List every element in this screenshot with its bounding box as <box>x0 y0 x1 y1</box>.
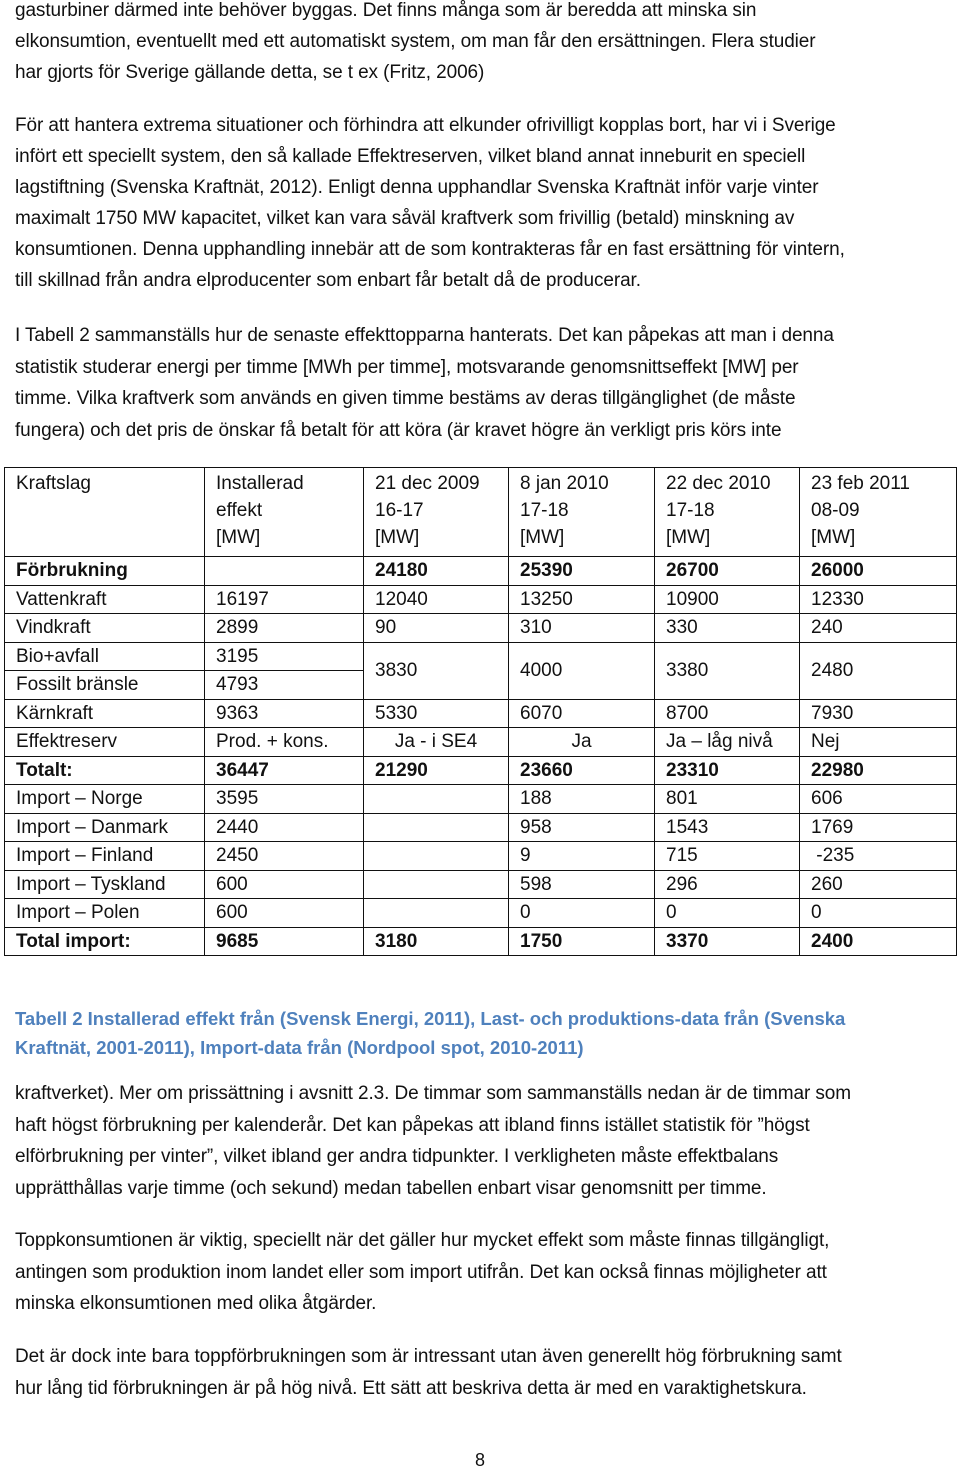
table-cell: 3595 <box>205 785 364 814</box>
table-cell: 3195 <box>205 642 364 671</box>
text-line: lagstiftning (Svenska Kraftnät, 2012). Enligt denna upphandlar Svenska Kraftnät inför varje vinter <box>15 177 819 198</box>
table-cell: 26700 <box>655 557 800 586</box>
table-cell: 23310 <box>655 756 800 785</box>
table-cell: 1769 <box>800 813 957 842</box>
text-line: hur lång tid förbrukningen är på hög nivå. Ett sätt att beskriva detta är med en varaktighetskura. <box>15 1377 807 1399</box>
table-cell: 0 <box>655 899 800 928</box>
table-cell: 2450 <box>205 842 364 871</box>
table-cell: 801 <box>655 785 800 814</box>
table-cell <box>364 785 509 814</box>
text-line: infört ett speciellt system, den så kallade Effektreserven, vilket bland annat inneburit en speciell <box>15 146 806 167</box>
table-cell: 600 <box>205 870 364 899</box>
table-cell: Prod. + kons. <box>205 728 364 757</box>
table-cell: 16197 <box>205 585 364 614</box>
table-cell: 24180 <box>364 557 509 586</box>
table-cell: Total import: <box>5 927 205 956</box>
table-cell: Import – Danmark <box>5 813 205 842</box>
text-line: antingen som produktion inom landet eller som import utifrån. Det kan också finnas möjligheter att <box>15 1261 827 1283</box>
text-line: I Tabell 2 sammanställs hur de senaste effekttopparna hanterats. Det kan påpekas att man i denna <box>15 325 834 346</box>
text-line: elförbrukning per vinter”, vilket ibland ger andra tidpunkter. I verkligheten måste effektbalans <box>15 1146 779 1167</box>
text-line: har gjorts för Sverige gällande detta, se t ex (Fritz, 2006) <box>15 62 485 83</box>
intro-paragraph <box>15 0 950 88</box>
header-cell: 8 jan 2010 17-18 [MW] <box>509 468 655 557</box>
table-cell <box>205 557 364 586</box>
table-cell: 958 <box>509 813 655 842</box>
table-cell <box>364 842 509 871</box>
table-cell: 0 <box>800 899 957 928</box>
table-cell: 598 <box>509 870 655 899</box>
table-cell: Nej <box>800 728 957 757</box>
table-row <box>5 870 957 899</box>
text-line: Det är dock inte bara toppförbrukningen som är intressant utan även generellt hög förbrukning samt <box>15 1346 842 1367</box>
table-cell: 715 <box>655 842 800 871</box>
table-cell: 4000 <box>509 642 655 699</box>
table-cell: 310 <box>509 614 655 643</box>
table-cell: Vindkraft <box>5 614 205 643</box>
table-cell: Totalt: <box>5 756 205 785</box>
table-cell: 2899 <box>205 614 364 643</box>
header-cell: 23 feb 2011 08-09 [MW] <box>800 468 957 557</box>
caption-line: Kraftnät, 2001-2011), Import-data från (Nordpool spot, 2010-2011) <box>15 1037 584 1058</box>
table-row <box>5 614 957 643</box>
table-cell: 25390 <box>509 557 655 586</box>
table-cell: 9685 <box>205 927 364 956</box>
table-cell: Vattenkraft <box>5 585 205 614</box>
table-cell: 330 <box>655 614 800 643</box>
table-cell: 3370 <box>655 927 800 956</box>
table-row <box>5 785 957 814</box>
table-cell <box>364 813 509 842</box>
prissattning-paragraph <box>15 1078 950 1204</box>
text-line: minska elkonsumtionen med olika åtgärder. <box>15 1293 377 1314</box>
table-cell: 9 <box>509 842 655 871</box>
table-cell: 12040 <box>364 585 509 614</box>
table-header-row <box>5 468 957 557</box>
table-cell: 21290 <box>364 756 509 785</box>
table-cell: 2440 <box>205 813 364 842</box>
text-line: konsumtionen. Denna upphandling innebär att de som kontrakteras får en fast ersättning för vintern, <box>15 239 845 260</box>
table-cell: Import – Polen <box>5 899 205 928</box>
table-cell: 1543 <box>655 813 800 842</box>
header-cell: Kraftslag <box>5 468 205 557</box>
table-cell: 0 <box>509 899 655 928</box>
table-cell: Ja <box>509 728 655 757</box>
table-cell <box>364 870 509 899</box>
table-cell: Effektreserv <box>5 728 205 757</box>
header-cell: 22 dec 2010 17-18 [MW] <box>655 468 800 557</box>
table-row <box>5 642 957 671</box>
caption-line: Tabell 2 Installerad effekt från (Svensk Energi, 2011), Last- och produktions-data från (Svenska <box>15 1008 846 1029</box>
table-cell: Bio+avfall <box>5 642 205 671</box>
table-row <box>5 585 957 614</box>
table-cell: Förbrukning <box>5 557 205 586</box>
text-line: statistik studerar energi per timme [MWh per timme], motsvarande genomsnittseffekt [MW] per <box>15 356 799 378</box>
table-cell: 606 <box>800 785 957 814</box>
table-cell: 600 <box>205 899 364 928</box>
text-line: Toppkonsumtionen är viktig, speciellt när det gäller hur mycket effekt som måste finnas tillgängligt, <box>15 1230 830 1251</box>
table-cell: 240 <box>800 614 957 643</box>
header-cell: 21 dec 2009 16-17 [MW] <box>364 468 509 557</box>
table-cell: Kärnkraft <box>5 699 205 728</box>
text-line: För att hantera extrema situationer och förhindra att elkunder ofrivilligt kopplas bort, har vi i Sverige <box>15 115 836 136</box>
table-cell: 36447 <box>205 756 364 785</box>
table-cell: Import – Finland <box>5 842 205 871</box>
varaktighet-paragraph <box>15 1341 950 1404</box>
table-row <box>5 899 957 928</box>
table-caption <box>15 1004 950 1062</box>
table-cell: 8700 <box>655 699 800 728</box>
table-cell: -235 <box>800 842 957 871</box>
text-line: fungera) och det pris de önskar få betalt för att köra (är kravet högre än verkligt pris körs inte <box>15 419 782 441</box>
table-cell: 6070 <box>509 699 655 728</box>
table-cell: 2480 <box>800 642 957 699</box>
table-cell: 26000 <box>800 557 957 586</box>
header-cell: Installerad effekt [MW] <box>205 468 364 557</box>
text-line: haft högst förbrukning per kalenderår. Det kan påpekas att ibland finns istället statistik för ”högst <box>15 1114 810 1136</box>
table-cell: Import – Norge <box>5 785 205 814</box>
table-cell: 9363 <box>205 699 364 728</box>
text-line: gasturbiner därmed inte behöver byggas. Det finns många som är beredda att minska sin <box>15 0 757 21</box>
text-line: till skillnad från andra elproducenter som enbart får betalt då de producerar. <box>15 270 641 291</box>
table-row <box>5 927 957 956</box>
table-cell: 3180 <box>364 927 509 956</box>
table-cell: 13250 <box>509 585 655 614</box>
text-line: timme. Vilka kraftverk som används en given timme bestäms av deras tillgänglighet (de måste <box>15 388 796 409</box>
table-row <box>5 813 957 842</box>
tabell-intro-paragraph <box>15 320 950 446</box>
effekt-table <box>4 467 957 956</box>
table-cell: Ja - i SE4 <box>364 728 509 757</box>
table-row <box>5 842 957 871</box>
table-cell: 1750 <box>509 927 655 956</box>
table-cell: 4793 <box>205 671 364 700</box>
table-row <box>5 557 957 586</box>
table-cell: Fossilt bränsle <box>5 671 205 700</box>
table-cell: Import – Tyskland <box>5 870 205 899</box>
table-cell: 2400 <box>800 927 957 956</box>
table-cell: 3380 <box>655 642 800 699</box>
effektreserven-paragraph <box>15 110 950 296</box>
table-cell: 3830 <box>364 642 509 699</box>
table-cell: 7930 <box>800 699 957 728</box>
page-number: 8 <box>474 1450 485 1470</box>
table-row <box>5 728 957 757</box>
table-cell <box>364 899 509 928</box>
table-row <box>5 756 957 785</box>
text-line: kraftverket). Mer om prissättning i avsnitt 2.3. De timmar som sammanställs nedan är de timmar som <box>15 1083 851 1104</box>
table-cell: 90 <box>364 614 509 643</box>
text-line: upprätthållas varje timme (och sekund) medan tabellen enbart visar genomsnitt per timme. <box>15 1177 767 1199</box>
toppkonsumtion-paragraph <box>15 1225 950 1320</box>
table-cell: 260 <box>800 870 957 899</box>
table-cell: 5330 <box>364 699 509 728</box>
table-cell: 23660 <box>509 756 655 785</box>
table-row <box>5 699 957 728</box>
table-cell: 188 <box>509 785 655 814</box>
table-cell: Ja – låg nivå <box>655 728 800 757</box>
table-cell: 10900 <box>655 585 800 614</box>
text-line: elkonsumtion, eventuellt med ett automatiskt system, om man får den ersättningen. Flera studier <box>15 31 816 52</box>
table-cell: 296 <box>655 870 800 899</box>
table-cell: 12330 <box>800 585 957 614</box>
table-cell: 22980 <box>800 756 957 785</box>
text-line: maximalt 1750 MW kapacitet, vilket kan vara såväl kraftverk som frivillig (betald) minskning av <box>15 208 795 229</box>
